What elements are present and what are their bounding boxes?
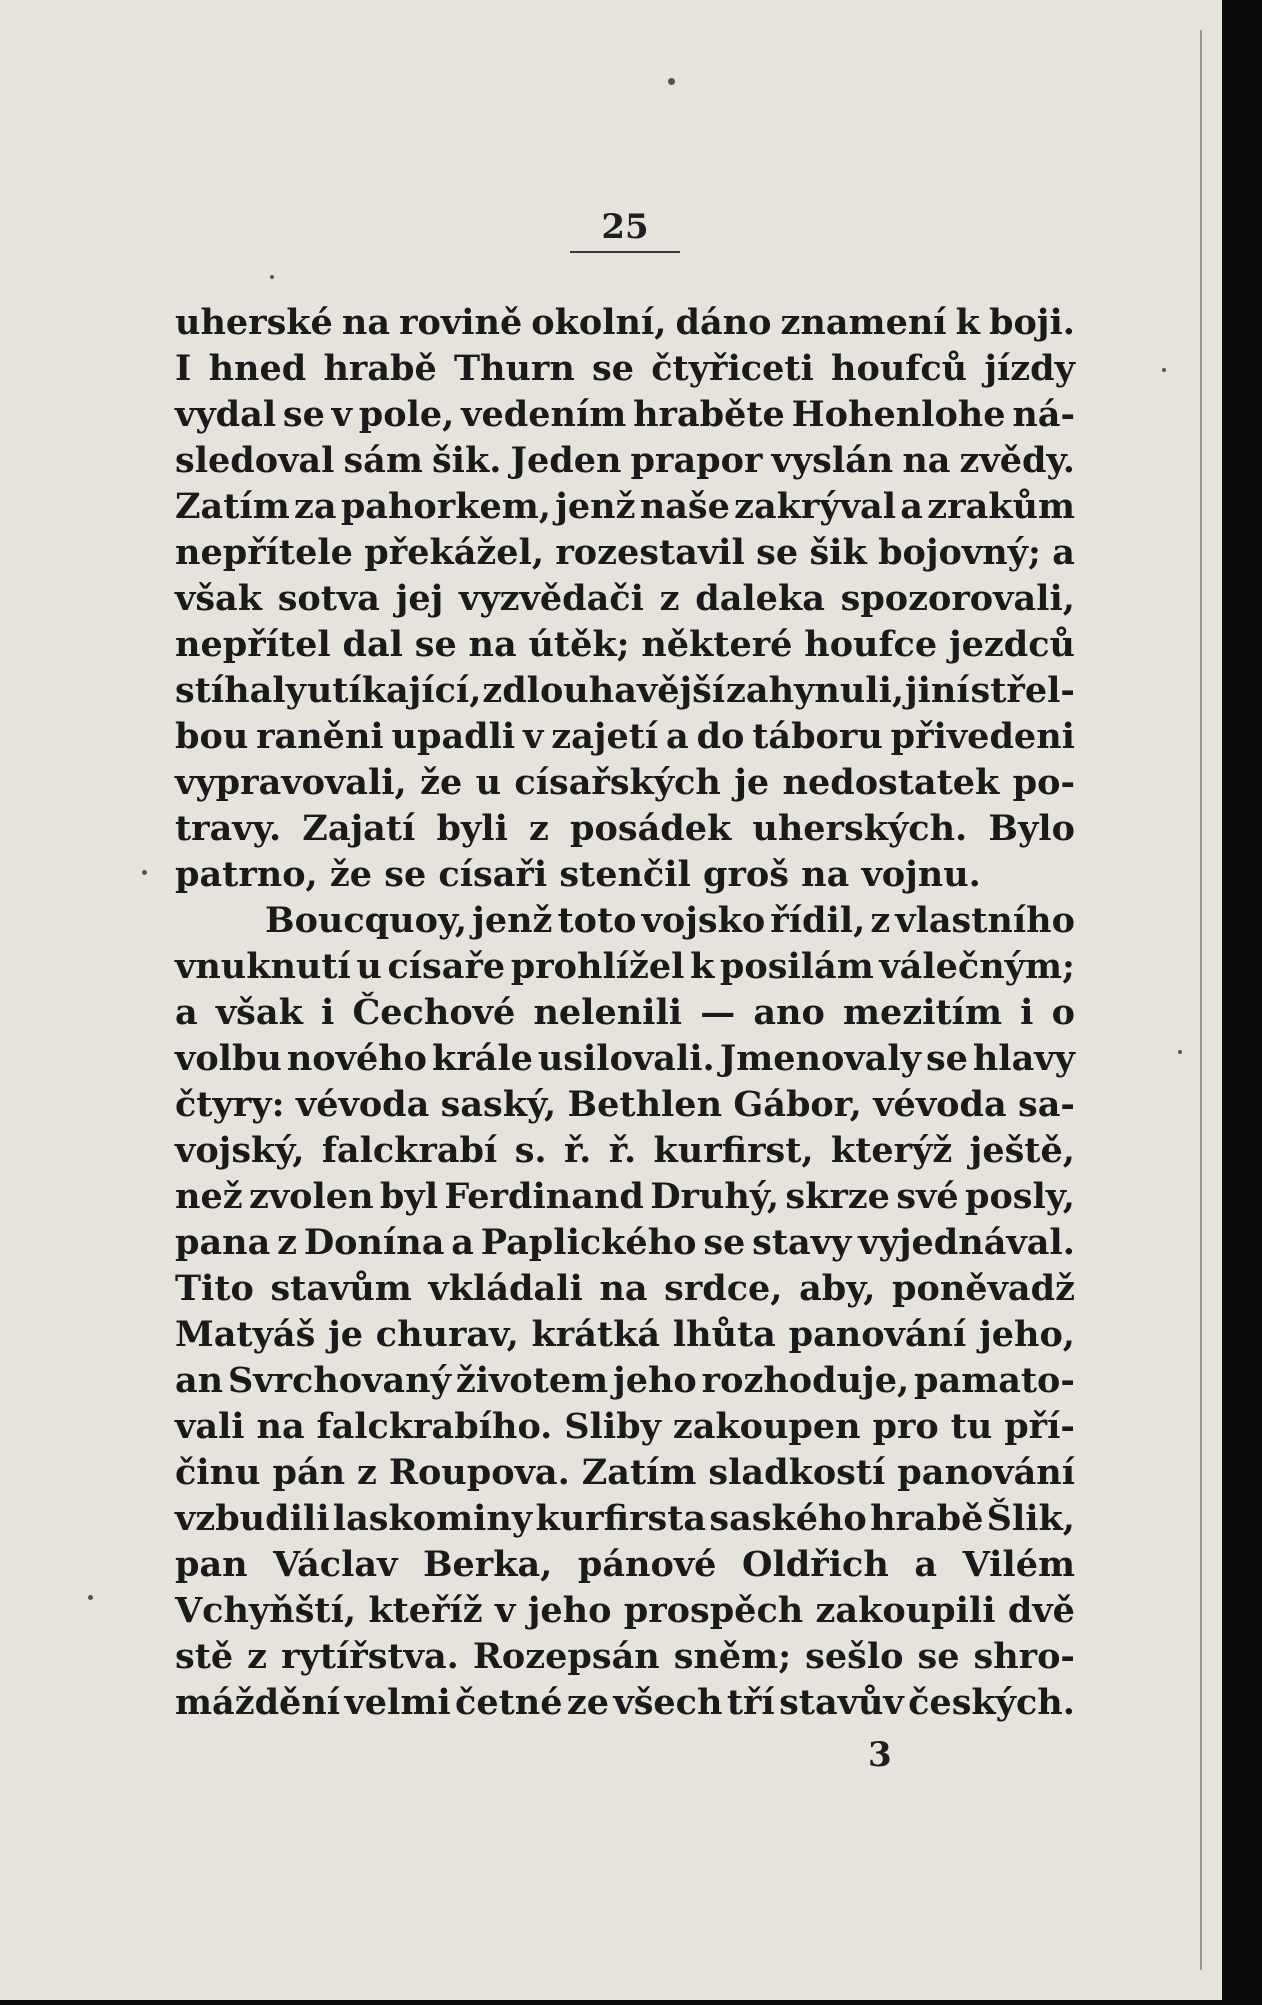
text-line: pan Václav Berka, pánové Oldřich a Vilém — [175, 1544, 1075, 1585]
text-line: an Svrchovaný životem jeho rozhoduje, pamato- — [175, 1360, 1075, 1401]
text-line: Matyáš je churav, krátká lhůta panování jeho, — [175, 1314, 1075, 1355]
text-line: čtyry: vévoda saský, Bethlen Gábor, vévoda sa- — [175, 1084, 1075, 1125]
text-line: I hned hrabě Thurn se čtyřiceti houfců jízdy — [175, 348, 1075, 389]
text-line: nepřítele překážel, rozestavil se šik bojovný; a — [175, 532, 1075, 573]
text-line: patrno, že se císaři stenčil groš na vojnu. — [175, 854, 981, 895]
text-line: vali na falckrabího. Sliby zakoupen pro tu pří- — [175, 1406, 1075, 1447]
page-edge-line — [1200, 30, 1202, 1970]
text-line: Vchyňští, kteříž v jeho prospěch zakoupili dvě — [175, 1590, 1075, 1631]
text-line: pana z Donína a Paplického se stavy vyjednával. — [175, 1222, 1075, 1263]
text-line: nepřítel dal se na útěk; některé houfce jezdců — [175, 624, 1075, 665]
text-line: uherské na rovině okolní, dáno znamení k boji. — [175, 302, 1075, 343]
text-line: vypravovali, že u císařských je nedostatek po- — [175, 762, 1075, 803]
ink-speck — [1178, 1050, 1182, 1054]
text-line: Tito stavům vkládali na srdce, aby, poněvadž — [175, 1268, 1075, 1309]
text-line: Boucquoy, jenž toto vojsko řídil, z vlastního — [265, 900, 1075, 941]
text-line: však sotva jej vyzvědači z daleka spozorovali, — [175, 578, 1075, 619]
text-line: travy. Zajatí byli z posádek uherských. Bylo — [175, 808, 1075, 849]
text-line: vnuknutí u císaře prohlížel k posilám válečným; — [175, 946, 1075, 987]
ink-speck — [142, 870, 147, 875]
ink-speck — [270, 275, 274, 279]
text-line: stíhaly utíkající, zdlouhavější zahynuli, jiní střel- — [175, 670, 1075, 711]
text-line: sledoval sám šik. Jeden prapor vyslán na zvědy. — [175, 440, 1075, 481]
text-line: vzbudili laskominy kurfirsta saského hrabě Šlik, — [175, 1498, 1075, 1539]
text-line: než zvolen byl Ferdinand Druhý, skrze své posly, — [175, 1176, 1075, 1217]
text-line: stě z rytířstva. Rozepsán sněm; sešlo se shro- — [175, 1636, 1075, 1677]
text-line: bou raněni upadli v zajetí a do táboru přivedeni — [175, 716, 1075, 757]
text-line: činu pán z Roupova. Zatím sladkostí panování — [175, 1452, 1075, 1493]
ink-speck — [88, 1595, 93, 1600]
ink-speck — [1162, 368, 1166, 372]
page-number: 25 — [570, 207, 680, 253]
text-line: máždění velmi četné ze všech tří stavův českých. — [175, 1682, 1075, 1723]
text-line: a však i Čechové nelenili — ano mezitím i o — [175, 992, 1075, 1033]
text-line: volbu nového krále usilovali. Jmenovaly se hlavy — [175, 1038, 1075, 1079]
text-line: vydal se v pole, vedením hraběte Hohenlohe ná- — [175, 394, 1075, 435]
ink-speck — [668, 78, 675, 85]
body-text — [175, 300, 1075, 1726]
signature-mark: 3 — [868, 1735, 892, 1775]
text-line: Zatím za pahorkem, jenž naše zakrýval a zrakům — [175, 486, 1075, 527]
text-line: vojský, falckrabí s. ř. ř. kurfirst, kterýž ještě, — [175, 1130, 1075, 1171]
